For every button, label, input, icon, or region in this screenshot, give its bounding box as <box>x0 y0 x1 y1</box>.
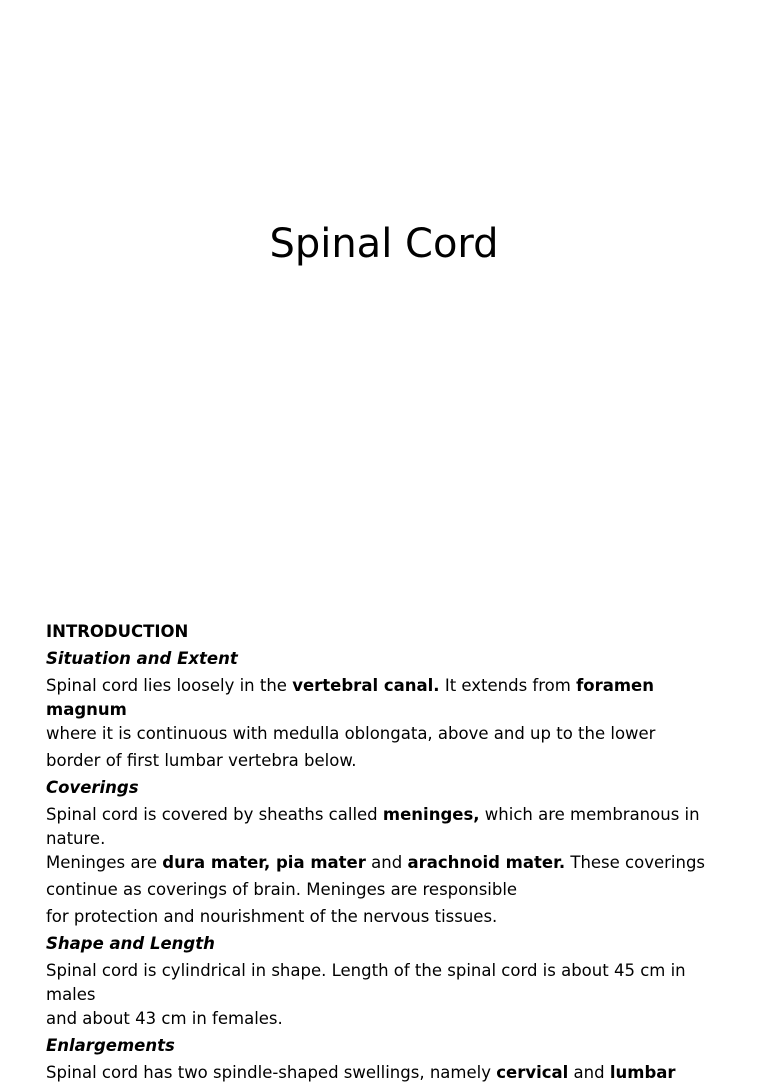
coverings-heading: Coverings <box>46 778 139 797</box>
bold-term: lumbar <box>609 1063 676 1082</box>
text-run: Spinal cord has two spindle-shaped swellings, namely <box>46 1063 497 1082</box>
shape-heading: Shape and Length <box>46 934 215 953</box>
coverings-line-1 <box>46 803 736 851</box>
text-run: Spinal cord is covered by sheaths called <box>46 805 383 824</box>
text-run: Spinal cord lies loosely in the <box>46 676 293 695</box>
document-body <box>46 620 736 1085</box>
bold-term: foramen magnum <box>46 676 654 719</box>
situation-line-3: border of first lumbar vertebra below. <box>46 751 357 770</box>
situation-line-1 <box>46 674 736 722</box>
document-title: Spinal Cord <box>269 221 499 267</box>
enlargements-line-1 <box>46 1061 736 1085</box>
text-run: and <box>365 853 408 872</box>
bold-term: dura mater, pia mater <box>162 853 366 872</box>
coverings-line-2 <box>46 851 736 875</box>
bold-term: meninges, <box>382 805 480 824</box>
situation-line-2: where it is continuous with medulla oblongata, above and up to the lower <box>46 724 656 743</box>
coverings-line-4: for protection and nourishment of the nervous tissues. <box>46 907 498 926</box>
bold-term: arachnoid mater. <box>407 853 566 872</box>
shape-line-2: and about 43 cm in females. <box>46 1009 283 1028</box>
text-run: These coverings <box>565 853 706 872</box>
shape-line-1: Spinal cord is cylindrical in shape. Length of the spinal cord is about 45 cm in males <box>46 961 686 1004</box>
bold-term: cervical <box>496 1063 569 1082</box>
situation-heading: Situation and Extent <box>46 649 238 668</box>
text-run: Meninges are <box>46 853 163 872</box>
text-run: and <box>568 1063 610 1082</box>
coverings-line-3: continue as coverings of brain. Meninges are responsible <box>46 880 518 899</box>
text-run: which are membranous in nature. <box>46 805 700 848</box>
bold-term: vertebral canal. <box>292 676 440 695</box>
intro-heading: INTRODUCTION <box>46 622 189 641</box>
text-run: It extends from <box>439 676 577 695</box>
enlargements-heading: Enlargements <box>46 1036 175 1055</box>
